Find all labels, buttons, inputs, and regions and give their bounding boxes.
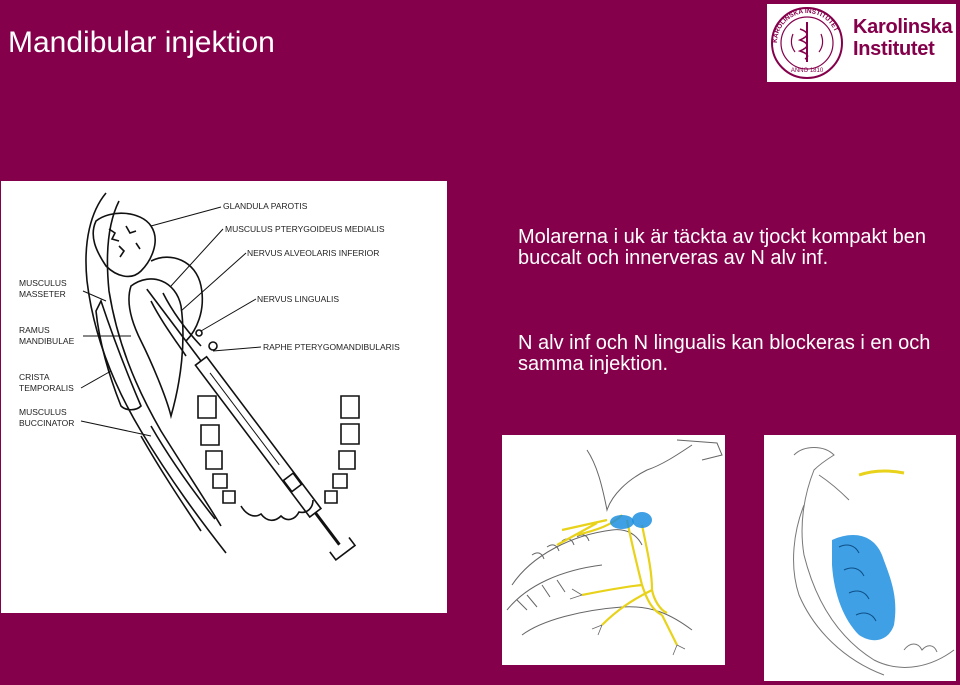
karolinska-logo <box>767 4 956 82</box>
label-masseter-1: MUSCULUS <box>19 278 67 288</box>
label-pterygoideus: MUSCULUS PTERYGOIDEUS MEDIALIS <box>225 224 385 234</box>
svg-text:ANNO 1810: ANNO 1810 <box>790 68 824 74</box>
mandible-nerve-drawing <box>502 435 725 665</box>
nerve-illustration <box>502 435 725 665</box>
label-crista-2: TEMPORALIS <box>19 383 74 393</box>
label-ramus-1: RAMUS <box>19 325 50 335</box>
label-masseter-2: MASSETER <box>19 289 66 299</box>
label-ramus-2: MANDIBULAE <box>19 336 75 346</box>
jaw-illustration <box>764 435 956 681</box>
anatomy-diagram <box>1 181 447 613</box>
mandible-cross-section-drawing <box>1 181 447 613</box>
label-lingualis: NERVUS LINGUALIS <box>257 294 340 304</box>
logo-name-line2: Institutet <box>853 38 935 60</box>
seal-icon <box>767 4 847 82</box>
paragraph-block: N alv inf och N lingualis kan blockeras i en och samma injektion. <box>518 332 931 375</box>
label-alveolaris: NERVUS ALVEOLARIS INFERIOR <box>247 248 380 258</box>
slide-title: Mandibular injektion <box>8 26 275 59</box>
label-buccinator-1: MUSCULUS <box>19 407 67 417</box>
logo-name-line1: Karolinska <box>853 16 953 38</box>
svg-text:KAROLINSKA INSTITUTET: KAROLINSKA INSTITUTET <box>771 7 840 44</box>
mandible-teeth-drawing <box>764 435 956 681</box>
label-raphe: RAPHE PTERYGOMANDIBULARIS <box>263 342 400 352</box>
label-crista-1: CRISTA <box>19 372 50 382</box>
label-glandula-parotis: GLANDULA PAROTIS <box>223 201 308 211</box>
paragraph-molars: Molarerna i uk är täckta av tjockt kompakt ben buccalt och innerveras av N alv inf. <box>518 226 926 269</box>
label-buccinator-2: BUCCINATOR <box>19 418 75 428</box>
